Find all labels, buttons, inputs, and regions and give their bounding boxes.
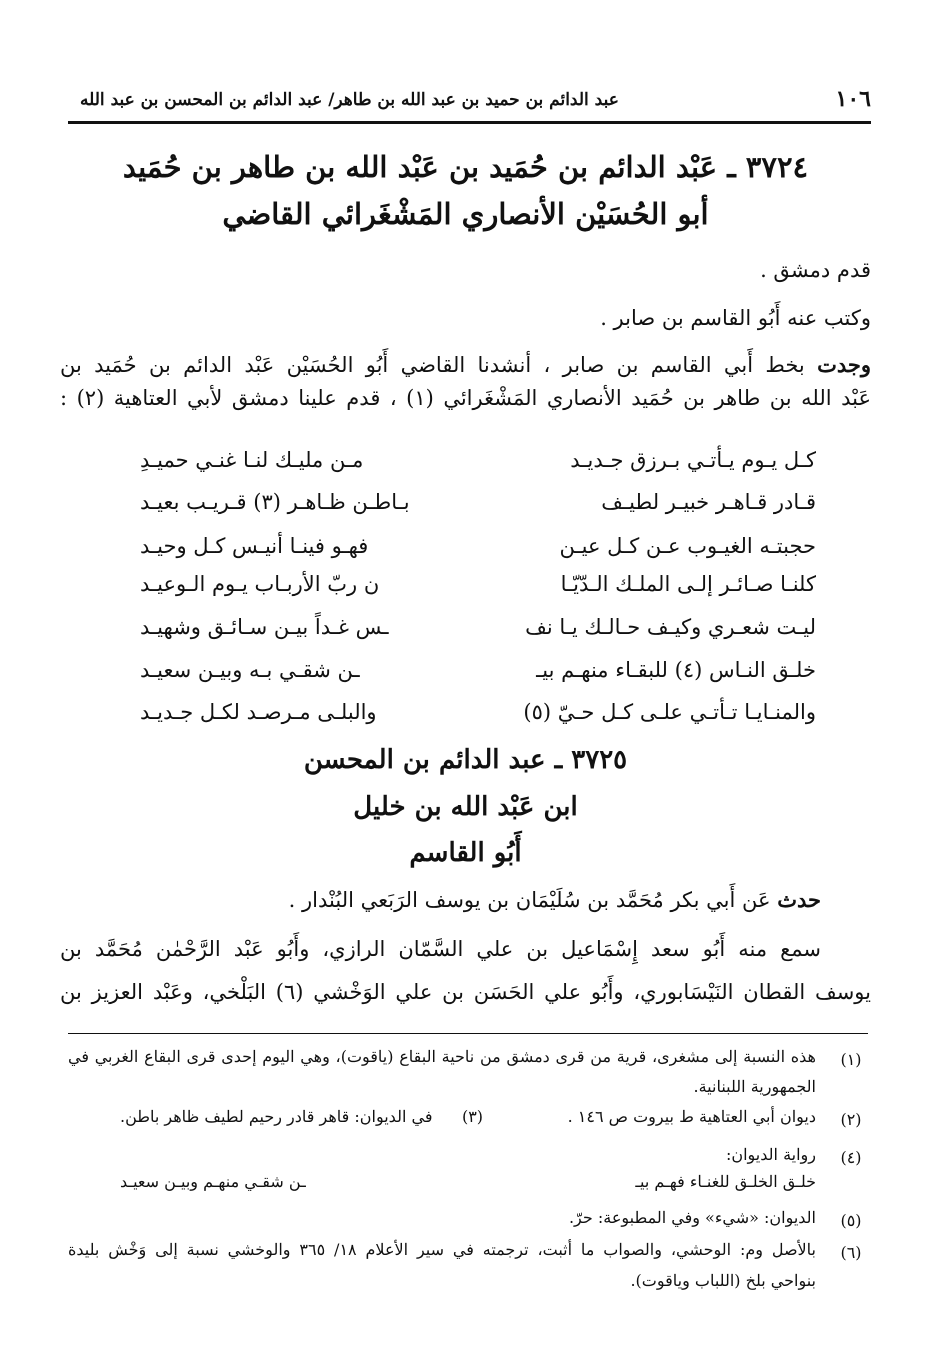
page-header — [80, 86, 871, 118]
footnote-text: بنواحي بلخ (اللباب وياقوت). — [630, 1271, 816, 1290]
entry-title-line2: أبو الحُسَيْن الأنصاري المَشْغَرائي القاضي — [222, 197, 709, 231]
footnote-number: (٢) — [840, 1110, 862, 1129]
page-number: ١٠٦ — [835, 86, 871, 112]
footnote-verse-first: خلـق الخلـق للغنـاء فهـم بيـ — [635, 1172, 816, 1191]
lead-word: حدث — [777, 887, 821, 912]
paragraph-line — [60, 352, 871, 377]
footnote-number: (١) — [840, 1050, 862, 1069]
entry-title-line1: ٣٧٢٤ ـ عَبْد الدائم بن حُمَيد بن عَبْد الله بن طاهر بن حُمَيد — [122, 150, 809, 184]
verse-first-hemistich: كـل يـوم يـأتـي بـرزق جـديـد — [570, 448, 816, 472]
footnote-text: رواية الديوان: — [725, 1145, 816, 1164]
paragraph-line: عَبْد الله بن طاهر بن حُمَيد الأنصاري المَشْغَرائي (١) ، قدم علينا دمشق لأبي العتاهية (٢) : — [60, 386, 871, 410]
footnote-number: (٦) — [840, 1243, 862, 1262]
footnote-verse-second: ـن شقـي منهـم وبيـن سعيـد — [120, 1172, 306, 1191]
verse-second-hemistich: ن ربّ الأربـاب يـوم الـوعيـد — [140, 572, 380, 596]
paragraph: وكتب عنه أَبُو القاسم بن صابر . — [600, 306, 871, 330]
verse-second-hemistich: ـن شقـي بـه وبيـن سعيـد — [140, 658, 360, 682]
verse-first-hemistich: ليـت شعـري وكيـف حـالـك يـا نف — [525, 615, 816, 639]
header-rule — [68, 121, 871, 124]
paragraph-line — [289, 887, 821, 912]
paragraph-text: عَن أَبي بكر مُحَمَّد بن سُلَيْمَان بن يوسف الرَبَعي البُنْدار . — [288, 888, 778, 912]
entry-title-line2: ابن عَبْد الله بن خليل — [353, 792, 578, 822]
verse-second-hemistich: مـن مليـك لنـا غنـي حميـدِ — [140, 448, 364, 472]
verse-second-hemistich: والبلـى مـرصـد لكـل جـديـد — [140, 700, 377, 724]
verse-second-hemistich: فهـو فينـا أنيـس كـل وحيـد — [140, 534, 369, 558]
verse-first-hemistich: والمنـايـا تـأتـي علـى كـل حـيّ (٥) — [523, 700, 816, 724]
footnote-text: بالأصل وم: الوحشي، والصواب ما أثبت، ترجمته في سير الأعلام ١٨/ ٣٦٥ والوخشي نسبة إلى وَخْش بليدة — [68, 1240, 817, 1259]
verse-second-hemistich: ـس غـداً بيـن سـائـق وشهيـد — [140, 615, 389, 639]
paragraph-line: يوسف القطان النَيْسَابوري، وأَبُو علي الحَسَن بن علي الوَخْشي (٦) البَلْخي، وعَبْد العزيز بن — [60, 980, 872, 1004]
footnote-text: في الديوان: قاهر قادر رحيم لطيف ظاهر باطن. — [120, 1107, 433, 1126]
footnote-number: (٥) — [840, 1211, 862, 1230]
footnote-rule — [68, 1033, 868, 1034]
footnote-text: الديوان: «شيء» وفي المطبوعة: حرّ. — [568, 1208, 816, 1227]
entry-title-line3: أَبُو القاسم — [409, 838, 522, 868]
footnote-text: الجمهورية اللبنانية. — [693, 1077, 816, 1096]
footnote-number: (٤) — [840, 1148, 862, 1167]
paragraph: قدم دمشق . — [760, 258, 871, 282]
entry-title-line1: ٣٧٢٥ ـ عبد الدائم بن المحسن — [303, 745, 628, 775]
paragraph-text: بخط أَبي القاسم بن صابر ، أنشدنا القاضي أَبُو الحُسَيْن عَبْد الدائم بن حُمَيد بن — [60, 353, 818, 377]
verse-first-hemistich: قـادر قـاهـر خبيـر لطيـف — [601, 490, 816, 514]
lead-word: وجدت — [817, 352, 872, 377]
verse-second-hemistich: بـاطـن ظـاهـر (٣) قـريـب بعيـد — [140, 490, 410, 514]
verse-first-hemistich: خلـق النـاس (٤) للبقـاء منهـم بيـ — [536, 658, 816, 682]
running-title: عبد الدائم بن حميد بن عبد الله بن طاهر/ عبد الدائم بن المحسن بن عبد الله — [80, 90, 619, 110]
verse-first-hemistich: حجبتـه الغيـوب عـن كـل عيـن — [559, 534, 816, 558]
footnote-text: ديوان أبي العتاهية ط بيروت ص ١٤٦ . — [567, 1107, 816, 1126]
footnote-text: هذه النسبة إلى مشغرى، قرية من قرى دمشق من ناحية البقاع (ياقوت)، وهي اليوم إحدى قرى البقاع الغربي في — [68, 1047, 816, 1066]
verse-first-hemistich: كلنـا صـائـر إلـى الملـك الـدّيّـا — [560, 572, 816, 596]
footnote-number: (٣) — [461, 1107, 484, 1126]
paragraph-line: سمع منه أَبُو سعد إِسْمَاعيل بن علي السَّمّان الرازي، وأَبُو عَبْد الرَّحْمٰن مُحَمَّد بن — [60, 937, 821, 961]
